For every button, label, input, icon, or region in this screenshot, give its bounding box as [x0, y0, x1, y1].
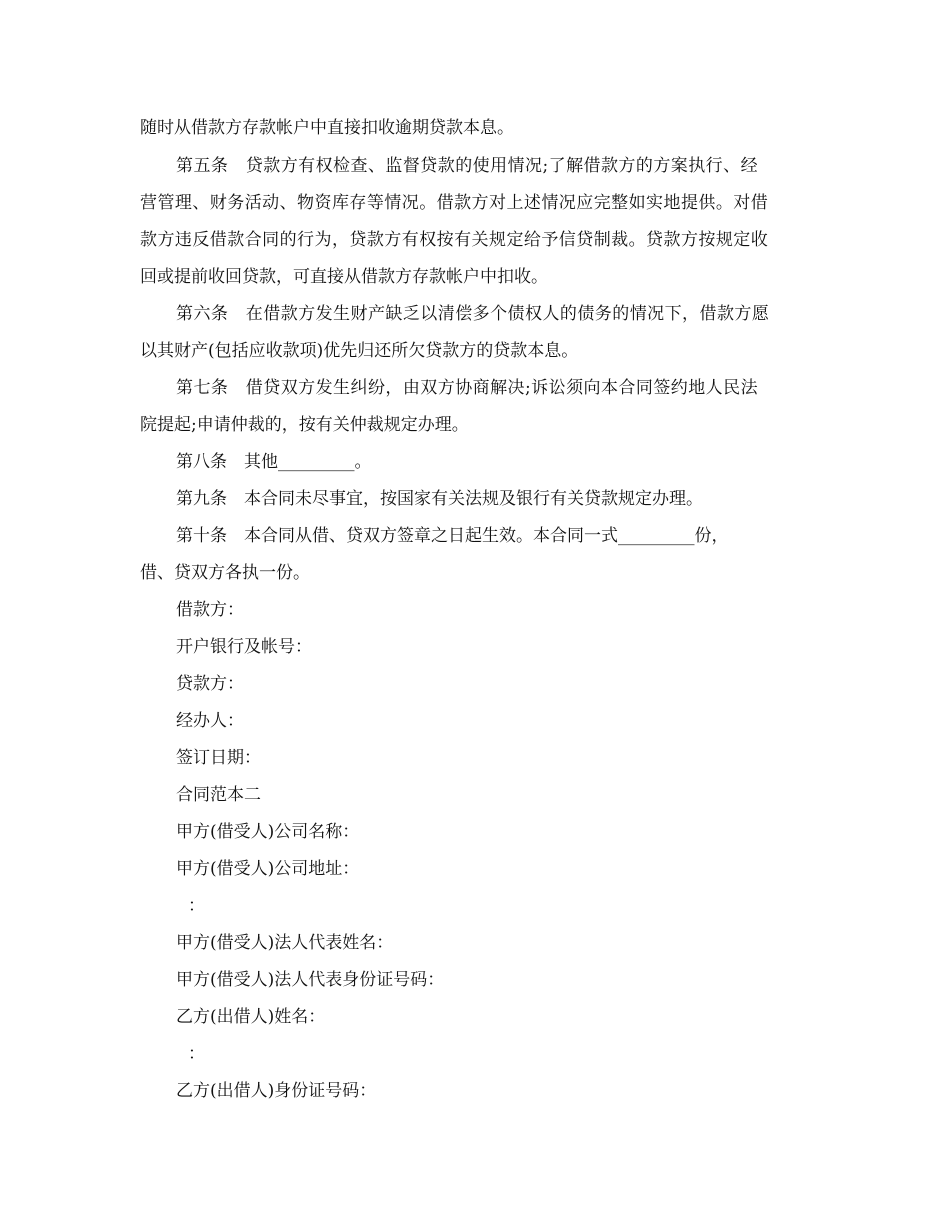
article-5-line: 第五条 贷款方有权检查、监督贷款的使用情况;了解借款方的方案执行、经 [176, 156, 759, 176]
document-line: 院提起;申请仲裁的，按有关仲裁规定办理。 [140, 415, 469, 435]
article-10-line: 第十条 本合同从借、贷双方签章之日起生效。本合同一式_________份， [176, 526, 729, 546]
party-a-legal-rep-name-field: 甲方(借受人)法人代表姓名： [176, 933, 394, 953]
document-line: 借、贷双方各执一份。 [140, 563, 310, 583]
signing-date-field: 签订日期： [176, 748, 261, 768]
party-a-legal-rep-id-field: 甲方(借受人)法人代表身份证号码： [176, 970, 445, 990]
party-b-name-field: 乙方(出借人)姓名： [176, 1007, 326, 1027]
article-6-line: 第六条 在借款方发生财产缺乏以清偿多个债权人的债务的情况下，借款方愿 [176, 304, 770, 324]
document-line: 以其财产(包括应收款项)优先归还所欠贷款方的贷款本息。 [140, 341, 579, 361]
document-line: 回或提前收回贷款，可直接从借款方存款帐户中扣收。 [140, 267, 548, 287]
article-8-line: 第八条 其他_________。 [176, 452, 372, 472]
contract-template-title: 合同范本二 [176, 785, 261, 805]
document-line: 营管理、财务活动、物资库存等情况。借款方对上述情况应完整如实地提供。对借 [140, 193, 769, 213]
borrower-field: 借款方： [176, 600, 244, 620]
party-b-id-field: 乙方(出借人)身份证号码： [176, 1081, 377, 1101]
party-a-company-address-field: 甲方(借受人)公司地址： [176, 859, 360, 879]
lender-field: 贷款方： [176, 674, 244, 694]
document-line: 随时从借款方存款帐户中直接扣收逾期贷款本息。 [140, 118, 514, 138]
document-line: 款方违反借款合同的行为，贷款方有权按有关规定给予信贷制裁。贷款方按规定收 [140, 230, 769, 250]
blank-colon-line: ： [188, 896, 205, 916]
party-a-company-name-field: 甲方(借受人)公司名称： [176, 822, 360, 842]
blank-colon-line: ： [188, 1044, 205, 1064]
bank-account-field: 开户银行及帐号： [176, 637, 312, 657]
article-7-line: 第七条 借贷双方发生纠纷，由双方协商解决;诉讼须向本合同签约地人民法 [176, 378, 759, 398]
handler-field: 经办人： [176, 711, 244, 731]
article-9-line: 第九条 本合同未尽事宜，按国家有关法规及银行有关贷款规定办理。 [176, 489, 703, 509]
